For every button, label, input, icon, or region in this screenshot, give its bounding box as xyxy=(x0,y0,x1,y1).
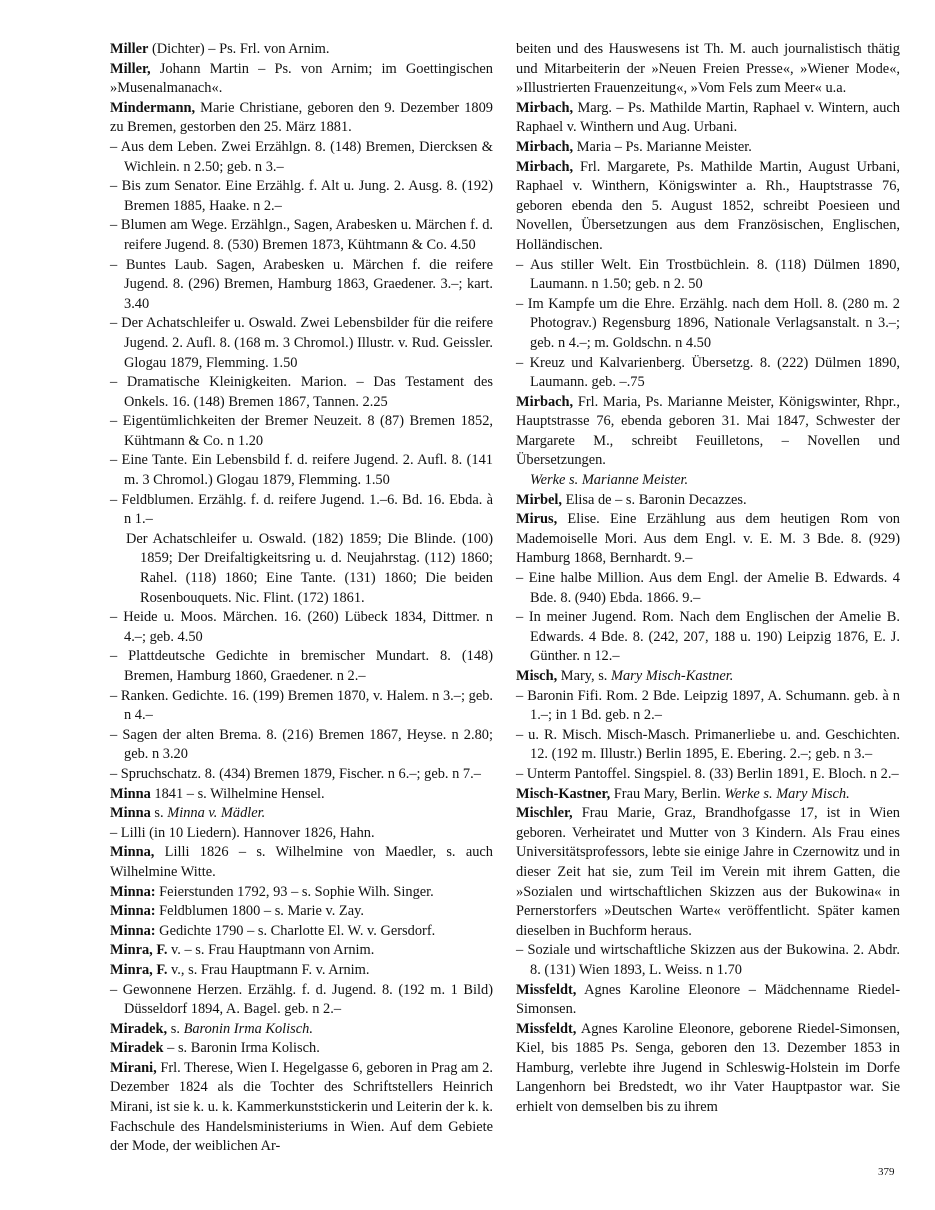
work-item xyxy=(516,687,900,726)
entry-text: v. – s. Frau Hauptmann von Arnim. xyxy=(167,942,375,959)
entry-text: Frl. Maria, Ps. Marianne Meister, Königswinter, Rhpr., Hauptstrasse 76, ebenda geboren 31. Mai 1847, Schwester der Margarete M., schreibt Feuilletons, – Novellen und Übersetzungen. xyxy=(516,393,900,469)
entry-text: Frau Mary, Berlin. xyxy=(610,785,725,802)
entry-text: – Bis zum Senator. Eine Erzählg. f. Alt u. Jung. 2. Ausg. 8. (192) Bremen 1885, Haake. n 2.– xyxy=(110,178,493,214)
entry-headword: Mirbach, xyxy=(516,158,574,175)
entry-headword: Missfeldt, xyxy=(516,1020,577,1037)
work-item xyxy=(110,256,493,315)
entry-text: – Im Kampfe um die Ehre. Erzählg. nach dem Holl. 8. (280 m. 2 Photograv.) Regensburg 1896, Nationale Verlagsanstalt. n 3.–; geb. n 4.–; m. Goldschn. n 4.50 xyxy=(516,295,900,351)
entry-headword: Minra, F. xyxy=(110,961,168,978)
entry-text: – Aus dem Leben. Zwei Erzählgn. 8. (148) Bremen, Diercksen & Wichlein. n 2.50; geb. n 3.– xyxy=(110,138,493,175)
entry-headword: Mirbel, xyxy=(516,491,562,508)
entry xyxy=(516,99,900,138)
entry xyxy=(110,60,493,99)
entry xyxy=(110,1039,493,1059)
entry-headword: Minna, xyxy=(110,844,155,861)
work-item xyxy=(110,451,493,490)
entry-text: Agnes Karoline Eleonore, geborene Riedel-Simonsen, Kiel, bis 1885 Ps. Senga, geboren den 13. Dezember 1853 in Hamburg, verlebte ihre Jugend in Schleswig-Holstein im Dorfe Langenhorn bei Bredstedt, wo ihr Vater Hauptpastor war. Sie erhielt von demselben bis zu ihrem xyxy=(516,1020,900,1116)
entry-text: – Blumen am Wege. Erzählgn., Sagen, Arabesken u. Märchen f. d. reifere Jugend. 8. (530) Bremen 1873, Kühtmann & Co. 4.50 xyxy=(110,217,493,253)
entry-headword: Mirus, xyxy=(516,511,558,528)
right-column xyxy=(516,40,900,1118)
work-item xyxy=(516,295,900,354)
entry-text: – Spruchschatz. 8. (434) Bremen 1879, Fischer. n 6.–; geb. n 7.– xyxy=(110,765,481,782)
entry-headword: Minna: xyxy=(110,903,156,920)
entry-text: Elise. Eine Erzählung aus dem heutigen Rom von Mademoiselle Mori. Aus dem Engl. v. E. M. 3 Bde. 8. (929) Hamburg 1868, Bernhardt. 9.– xyxy=(516,511,900,567)
entry-text: beiten und des Hauswesens ist Th. M. auch journalistisch thätig und Mitarbeiterin der »Neuen Freien Presse«, »Wiener Mode«, »Illustrierten Frauenzeitung«, »Vom Fels zum Meer« u.a. xyxy=(516,41,900,97)
entry xyxy=(110,40,493,60)
entry xyxy=(110,843,493,882)
work-item xyxy=(110,216,493,255)
entry xyxy=(110,883,493,903)
entry-text: (Dichter) – Ps. Frl. von Arnim. xyxy=(148,41,330,57)
entry-text: Marie Christiane, geboren den 9. Dezember 1809 zu Bremen, gestorben den 25. März 1881. xyxy=(110,99,493,136)
entry-headword: Mirbach, xyxy=(516,99,574,116)
work-item xyxy=(516,256,900,295)
entry-text: – s. Baronin Irma Kolisch. xyxy=(163,1040,320,1057)
entry xyxy=(516,667,900,687)
entry-text: Frl. Therese, Wien I. Hegelgasse 6, geboren in Prag am 2. Dezember 1824 als die Tochter des Schriftstellers Heinrich Mirani, ist sie k. u. k. Kammerkunststickerin und Leiterin der k. k. Fachschule des Handelsministeriums in Wien. Auf dem Gebiete der Mode, der weiblichen Ar- xyxy=(110,1059,493,1155)
entry-headword: Miradek, xyxy=(110,1020,168,1037)
entry-text: v., s. Frau Hauptmann F. v. Arnim. xyxy=(167,961,370,978)
entry-text: – Baronin Fifi. Rom. 2 Bde. Leipzig 1897, A. Schumann. geb. à n 1.–; in 1 Bd. geb. n 2.– xyxy=(516,687,900,724)
work-item xyxy=(110,726,493,765)
entry-text: – Sagen der alten Brema. 8. (216) Bremen 1867, Heyse. n 2.80; geb. n 3.20 xyxy=(110,726,493,763)
entry-text: – Eine Tante. Ein Lebensbild f. d. reifere Jugend. 2. Aufl. 8. (141 m. 3 Chromol.) Glogau 1879, Flemming. 1.50 xyxy=(110,452,493,489)
work-item xyxy=(110,647,493,686)
entry-text: Der Achatschleifer u. Oswald. (182) 1859; Die Blinde. (100) 1859; Der Dreifaltigkeitsring u. d. Neujahrstag. (112) 1860; Rahel. (118) 1860; Eine Tante. (131) 1860; Die beiden Rosenbouquets. Nic. Flint. (172) 1861. xyxy=(126,530,493,606)
entry xyxy=(516,158,900,256)
entry-text: – Buntes Laub. Sagen, Arabesken u. Märchen f. die reifere Jugend. 8. (296) Bremen, Hamburg 1863, Graedener. 3.–; kart. 3.40 xyxy=(110,256,493,312)
entry-text: – Aus stiller Welt. Ein Trostbüchlein. 8. (118) Dülmen 1890, Laumann. n 1.50; geb. n 2. 50 xyxy=(516,256,900,293)
entry-text: Gedichte 1790 – s. Charlotte El. W. v. Gersdorf. xyxy=(155,922,436,939)
entry-headword: Mirbach, xyxy=(516,138,574,155)
entry xyxy=(110,804,493,824)
entry-headword: Minna xyxy=(110,785,151,802)
entry-headword: Minna: xyxy=(110,922,156,939)
entry-text: – Ranken. Gedichte. 16. (199) Bremen 1870, v. Halem. n 3.–; geb. n 4.– xyxy=(110,687,493,724)
entry-text: Frau Marie, Graz, Brandhofgasse 17, ist in Wien geboren. Verheiratet und Mutter von 3 Kindern. Als Frau eines Universitätsprofessors, lebte sie einige Jahre in Czernowitz und in dieser Zeit hat sie, zum Teil im Verein mit ihrem Gatten, die »Sozialen und wirtschaftlichen Skizzen aus der Bukowina« in Pernerstorfers »Deutschen Warte« veröffentlicht. Später kamen dieselben in Buchform heraus. xyxy=(516,805,900,939)
entry-text: – u. R. Misch. Misch-Masch. Primanerliebe u. and. Geschichten. 12. (192 m. Illustr.) Berlin 1895, E. Ebering. 2.–; geb. n 3.– xyxy=(516,726,900,763)
entry xyxy=(110,941,493,961)
italic-text: Minna v. Mädler. xyxy=(167,805,266,822)
work-item xyxy=(516,941,900,980)
entry-headword: Minna: xyxy=(110,883,156,900)
work-item xyxy=(516,765,900,785)
work-item xyxy=(110,608,493,647)
entry-text: Feldblumen 1800 – s. Marie v. Zay. xyxy=(155,903,364,920)
entry-headword: Misch, xyxy=(516,668,558,684)
page-number: 379 xyxy=(878,1166,895,1178)
entry xyxy=(516,491,900,511)
entry-text: Lilli 1826 – s. Wilhelmine von Maedler, s. auch Wilhelmine Witte. xyxy=(110,844,493,880)
entry-headword: Mindermann, xyxy=(110,99,196,116)
entry-headword: Missfeldt, xyxy=(516,981,577,998)
entry-text: – Kreuz und Kalvarienberg. Übersetzg. 8. (222) Dülmen 1890, Laumann. geb. –.75 xyxy=(516,354,900,391)
entry xyxy=(516,804,900,941)
entry-headword: Miller xyxy=(110,41,149,57)
entry xyxy=(110,902,493,922)
entry-text: Marg. – Ps. Mathilde Martin, Raphael v. Wintern, auch Raphael v. Winthern und Aug. Urbani. xyxy=(516,99,900,136)
italic-text: Baronin Irma Kolisch. xyxy=(183,1020,313,1037)
entry-headword: Mirbach, xyxy=(516,393,574,410)
entry-text: – Heide u. Moos. Märchen. 16. (260) Lübeck 1834, Dittmer. n 4.–; geb. 4.50 xyxy=(110,609,493,645)
entry-text: Frl. Margarete, Ps. Mathilde Martin, August Urbani, Raphael v. Winthern, Königswinter a. Rh., Hauptstrasse 76, geboren ebenda den 5. August 1852, schreibt Poesieen und Novellen, Übersetzungen aus dem Französischen, Englischen, Holländischen. xyxy=(516,158,900,253)
work-item xyxy=(110,824,493,844)
italic-text: Werke s. Mary Misch. xyxy=(724,785,850,802)
work-item xyxy=(110,491,493,530)
entry-text: Johann Martin – Ps. von Arnim; im Goettingischen »Musenalmanach«. xyxy=(110,60,493,97)
entry-text: s. xyxy=(150,805,168,822)
entry xyxy=(110,1059,493,1157)
work-item xyxy=(110,138,493,177)
work-item xyxy=(110,373,493,412)
entry-text: s. xyxy=(167,1020,184,1037)
work-item xyxy=(516,608,900,667)
entry-headword: Miradek xyxy=(110,1040,164,1057)
entry xyxy=(516,393,900,471)
work-item xyxy=(110,314,493,373)
entry xyxy=(110,922,493,942)
work-item xyxy=(110,177,493,216)
entry-text: – Eigentümlichkeiten der Bremer Neuzeit. 8 (87) Bremen 1852, Kühtmann & Co. n 1.20 xyxy=(110,413,493,449)
work-item xyxy=(516,726,900,765)
entry-headword: Misch-Kastner, xyxy=(516,785,611,802)
work-contents xyxy=(110,530,493,608)
entry xyxy=(110,1020,493,1040)
entry xyxy=(516,138,900,158)
work-item xyxy=(110,412,493,451)
entry-text: – Unterm Pantoffel. Singspiel. 8. (33) Berlin 1891, E. Bloch. n 2.– xyxy=(516,765,899,782)
entry-headword: Mirani, xyxy=(110,1059,157,1076)
entry-text: – Feldblumen. Erzählg. f. d. reifere Jugend. 1.–6. Bd. 16. Ebda. à n 1.– xyxy=(110,491,493,528)
entry xyxy=(110,961,493,981)
entry-text: Agnes Karoline Eleonore – Mädchenname Riedel-Simonsen. xyxy=(516,981,900,1018)
entry-text: – Plattdeutsche Gedichte in bremischer Mundart. 8. (148) Bremen, Hamburg 1860, Graedener. n 2.– xyxy=(110,648,493,684)
work-item xyxy=(110,765,493,785)
work-item xyxy=(516,354,900,393)
entry-text: Mary, s. xyxy=(557,668,611,684)
entry-text: – Soziale und wirtschaftliche Skizzen aus der Bukowina. 2. Abdr. 8. (131) Wien 1893, L. Weiss. n 1.70 xyxy=(516,942,900,978)
entry-text: – Der Achatschleifer u. Oswald. Zwei Lebensbilder für die reifere Jugend. 2. Aufl. 8. (168 m. 3 Chromol.) Illustr. v. Rud. Geissler. Glogau 1879, Flemming. 1.50 xyxy=(110,315,493,371)
entry xyxy=(516,40,900,99)
entry xyxy=(516,785,900,805)
italic-text: Werke s. Marianne Meister. xyxy=(530,472,689,489)
entry-text: Maria – Ps. Marianne Meister. xyxy=(573,138,752,155)
entry-headword: Mischler, xyxy=(516,805,573,822)
entry-text: – Eine halbe Million. Aus dem Engl. der Amelie B. Edwards. 4 Bde. 8. (940) Ebda. 1866. 9.– xyxy=(516,570,900,606)
entry xyxy=(516,981,900,1020)
entry-headword: Minra, F. xyxy=(110,942,168,959)
entry xyxy=(110,785,493,805)
entry-text: 1841 – s. Wilhelmine Hensel. xyxy=(150,785,325,802)
work-item xyxy=(110,981,493,1020)
entry xyxy=(516,510,900,569)
works-reference xyxy=(516,471,900,491)
italic-text: Mary Misch-Kastner. xyxy=(611,668,734,684)
entry-text: – Dramatische Kleinigkeiten. Marion. – Das Testament des Onkels. 16. (148) Bremen 1867, Tannen. 2.25 xyxy=(110,374,493,410)
entry xyxy=(516,1020,900,1118)
entry-text: Feierstunden 1792, 93 – s. Sophie Wilh. Singer. xyxy=(155,883,434,900)
entry-headword: Minna xyxy=(110,805,151,822)
left-column xyxy=(110,40,493,1157)
entry xyxy=(110,99,493,138)
work-item xyxy=(516,569,900,608)
entry-text: – Lilli (in 10 Liedern). Hannover 1826, Hahn. xyxy=(110,824,375,841)
entry-text: Elisa de – s. Baronin Decazzes. xyxy=(561,491,747,508)
entry-text: – In meiner Jugend. Rom. Nach dem Englischen der Amelie B. Edwards. 4 Bde. 8. (242, 207, 188 u. 190) Leipzig 1876, E. J. Günther. n 12.– xyxy=(516,609,900,665)
work-item xyxy=(110,687,493,726)
entry-text: – Gewonnene Herzen. Erzählg. f. d. Jugend. 8. (192 m. 1 Bild) Düsseldorf 1894, A. Bagel. geb. n 2.– xyxy=(110,981,493,1018)
entry-headword: Miller, xyxy=(110,60,151,77)
